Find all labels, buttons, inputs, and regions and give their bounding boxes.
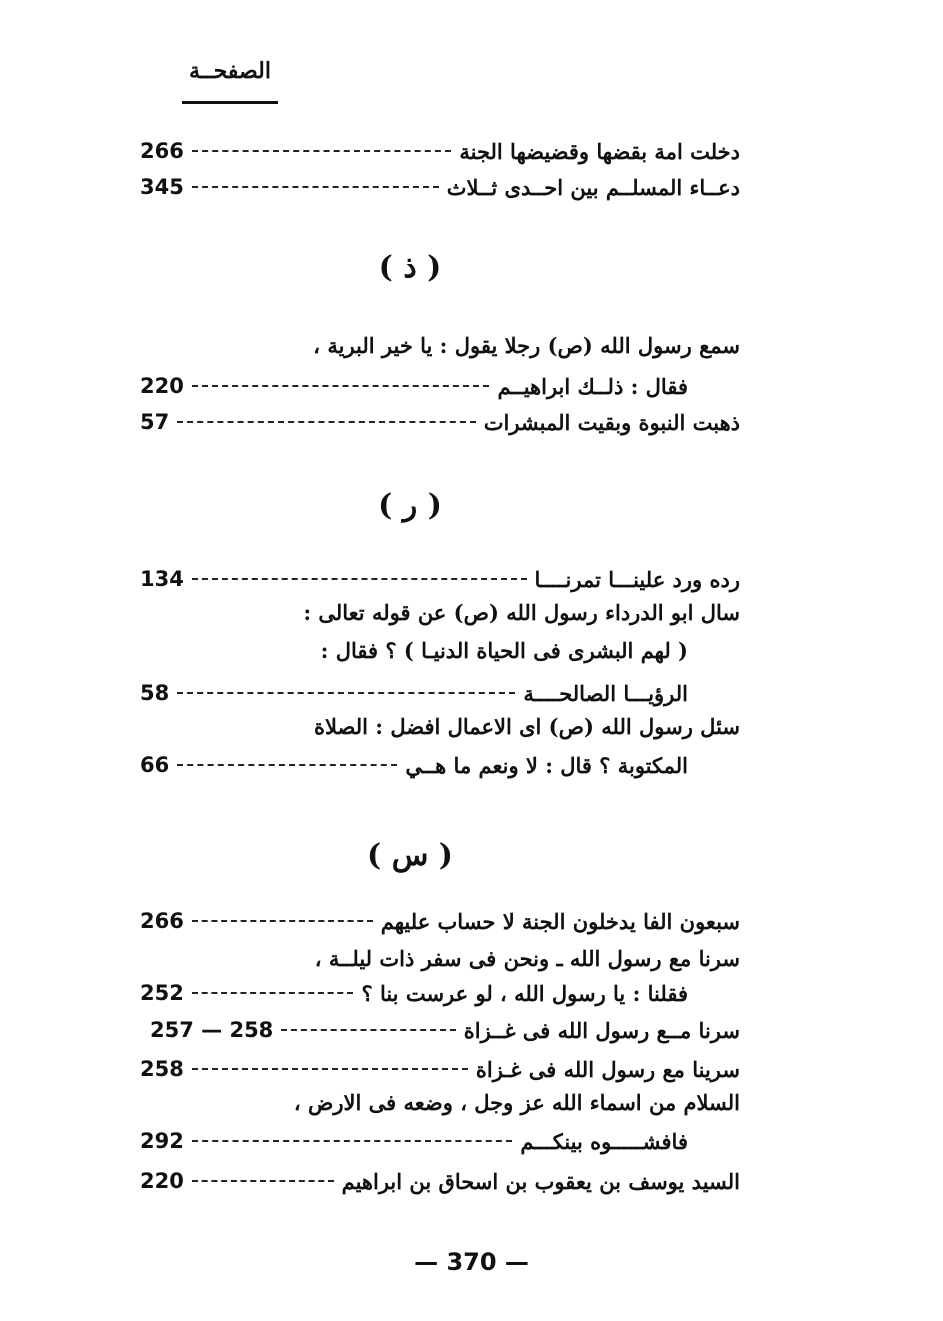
- entry-page-number: 258: [140, 1057, 184, 1081]
- entry-text: المكتوبة ؟ قال : لا ونعم ما هــي: [405, 752, 688, 778]
- index-entry: [140, 748, 688, 782]
- entry-page-number: 58: [140, 681, 170, 705]
- dotted-leader: [192, 1068, 468, 1070]
- entry-text: دعــاء المسلــم بين احــدى ثــلاث: [446, 174, 740, 200]
- index-entry: [140, 676, 688, 710]
- entry-page-number: 266: [140, 909, 184, 933]
- dotted-leader: [192, 186, 439, 188]
- index-entry-line: السلام من اسماء الله عز وجل ، وضعه فى الارض ،: [293, 1090, 740, 1115]
- dotted-leader: [192, 150, 452, 152]
- entry-text: سرينا مع رسول الله فى غـزاة: [475, 1056, 740, 1082]
- index-entry-line: ( لهم البشرى فى الحياة الدنيـا ) ؟ فقال :: [320, 638, 688, 663]
- entry-page-number: 66: [140, 753, 170, 777]
- index-entry: [140, 562, 740, 596]
- section-letter-sin: ( س ): [367, 838, 453, 873]
- index-entry: [140, 1052, 740, 1086]
- entry-text: رده ورد علينـــا تمرنــــا: [534, 566, 740, 592]
- entry-text: السيد يوسف بن يعقوب بن اسحاق بن ابراهيم: [341, 1168, 740, 1194]
- entry-text: فقال : ذلــك ابراهيــم: [497, 373, 688, 399]
- entry-page-number: 292: [140, 1129, 184, 1153]
- dotted-leader: [192, 385, 490, 387]
- entry-page-number: 220: [140, 1169, 184, 1193]
- page-number-footer: — 370 —: [414, 1248, 529, 1276]
- header-underline: [182, 101, 278, 104]
- entry-page-number: 134: [140, 567, 184, 591]
- entry-page-number: 266: [140, 139, 184, 163]
- entry-text: الرؤيـــا الصالحــــة: [523, 680, 688, 706]
- section-letter-ra: ( ر ): [378, 488, 442, 523]
- dotted-leader: [177, 764, 397, 766]
- entry-page-number: 345: [140, 175, 184, 199]
- index-entry: [140, 904, 740, 938]
- entry-text: ذهبت النبوة وبقيت المبشرات: [483, 409, 740, 435]
- dotted-leader: [192, 992, 354, 994]
- index-entry: [140, 134, 740, 168]
- dotted-leader: [192, 578, 527, 580]
- index-entry: [150, 1013, 740, 1047]
- entry-text: فافشـــــوه بينكـــم: [520, 1128, 688, 1154]
- index-entry: [140, 976, 688, 1010]
- index-entry-line: سئل رسول الله (ص) اى الاعمال افضل : الصلاة: [314, 714, 740, 739]
- entry-page-number: 252: [140, 981, 184, 1005]
- index-entry: [140, 1164, 740, 1198]
- dotted-leader: [177, 692, 515, 694]
- entry-text: دخلت امة بقضها وقضيضها الجنة: [459, 138, 740, 164]
- index-entry-line: سال ابو الدرداء رسول الله (ص) عن قوله تعالى :: [303, 600, 740, 625]
- entry-text: سرنا مــع رسول الله فى غــزاة: [463, 1017, 740, 1043]
- entry-text: فقلنا : يا رسول الله ، لو عرست بنا ؟: [361, 980, 688, 1006]
- index-entry-line: سرنا مع رسول الله ـ ونحن فى سفر ذات ليلــة ،: [314, 946, 740, 971]
- index-entry: [140, 1124, 688, 1158]
- entry-text: سبعون الفا يدخلون الجنة لا حساب عليهم: [380, 908, 740, 934]
- dotted-leader: [192, 1180, 334, 1182]
- entry-page-number: 57: [140, 410, 170, 434]
- index-entry: [140, 405, 740, 439]
- index-entry: [140, 369, 688, 403]
- dotted-leader: [177, 421, 475, 423]
- dotted-leader: [192, 1140, 512, 1142]
- entry-page-number: 220: [140, 374, 184, 398]
- section-letter-dhal: ( ذ ): [378, 250, 442, 285]
- dotted-leader: [281, 1029, 455, 1031]
- page-header-title: الصفحــة: [189, 58, 271, 84]
- entry-page-number: 257 — 258: [150, 1018, 274, 1042]
- index-entry: [140, 170, 740, 204]
- dotted-leader: [192, 920, 373, 922]
- index-entry-line: سمع رسول الله (ص) رجلا يقول : يا خير البرية ،: [313, 333, 740, 358]
